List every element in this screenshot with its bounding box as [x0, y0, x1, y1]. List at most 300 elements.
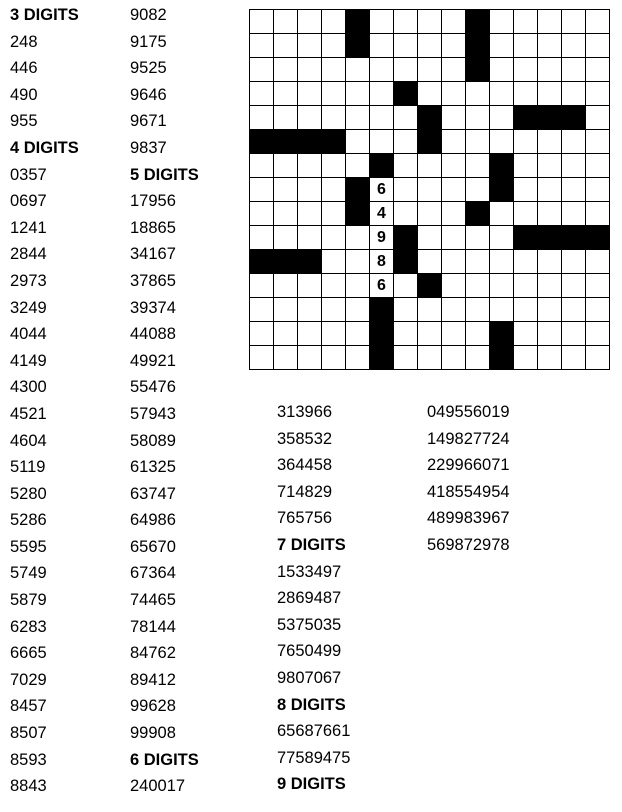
grid-cell[interactable]: [562, 274, 586, 298]
grid-cell[interactable]: [346, 82, 370, 106]
number-entry: 9671: [130, 112, 167, 131]
grid-cell[interactable]: [442, 274, 466, 298]
number-entry: 84762: [130, 644, 176, 663]
grid-cell[interactable]: [490, 274, 514, 298]
grid-cell[interactable]: [394, 34, 418, 58]
grid-cell[interactable]: [418, 82, 442, 106]
number-entry: 99908: [130, 724, 176, 743]
number-entry: 4300: [10, 378, 47, 397]
grid-cell[interactable]: [442, 178, 466, 202]
black-cell: [586, 226, 610, 250]
grid-cell[interactable]: [466, 82, 490, 106]
grid-cell[interactable]: [466, 226, 490, 250]
grid-cell[interactable]: [250, 178, 274, 202]
grid-cell[interactable]: [514, 10, 538, 34]
grid-cell[interactable]: [346, 58, 370, 82]
word-list-column-3: [277, 399, 350, 798]
black-cell: [466, 202, 490, 226]
grid-cell[interactable]: [322, 202, 346, 226]
grid-cell[interactable]: [562, 250, 586, 274]
black-cell: [394, 226, 418, 250]
grid-cell[interactable]: [586, 154, 610, 178]
grid-cell[interactable]: [298, 106, 322, 130]
grid-cell[interactable]: [418, 178, 442, 202]
filled-cell[interactable]: 6: [370, 274, 394, 298]
number-entry: 765756: [277, 509, 333, 528]
black-cell: [298, 130, 322, 154]
grid-cell[interactable]: [514, 82, 538, 106]
grid-cell[interactable]: [274, 346, 298, 370]
grid-cell[interactable]: [562, 322, 586, 346]
grid-cell[interactable]: [370, 58, 394, 82]
black-cell: [562, 226, 586, 250]
grid-cell[interactable]: [298, 298, 322, 322]
number-entry: 0697: [10, 192, 47, 211]
black-cell: [394, 82, 418, 106]
grid-cell[interactable]: [514, 250, 538, 274]
number-entry: 489983967: [427, 509, 510, 528]
grid-cell[interactable]: [394, 178, 418, 202]
black-cell: [538, 226, 562, 250]
grid-cell[interactable]: [418, 10, 442, 34]
number-entry: 99628: [130, 697, 176, 716]
grid-cell[interactable]: [466, 154, 490, 178]
grid-cell[interactable]: [250, 58, 274, 82]
grid-cell[interactable]: [346, 106, 370, 130]
grid-cell[interactable]: [442, 106, 466, 130]
grid-cell[interactable]: [322, 250, 346, 274]
grid-cell[interactable]: [346, 274, 370, 298]
number-entry: 49921: [130, 351, 176, 370]
grid-cell[interactable]: [274, 298, 298, 322]
grid-cell[interactable]: [394, 10, 418, 34]
number-entry: 9525: [130, 59, 167, 78]
grid-cell[interactable]: [538, 178, 562, 202]
number-entry: 9646: [130, 85, 167, 104]
grid-cell[interactable]: [250, 274, 274, 298]
grid-cell[interactable]: [514, 178, 538, 202]
grid-cell[interactable]: [562, 202, 586, 226]
grid-cell[interactable]: [514, 202, 538, 226]
grid-cell[interactable]: [274, 34, 298, 58]
grid-cell[interactable]: [322, 298, 346, 322]
grid-cell[interactable]: [538, 10, 562, 34]
grid-cell[interactable]: [442, 202, 466, 226]
number-entry: 8843: [10, 777, 47, 796]
grid-cell[interactable]: [538, 154, 562, 178]
number-entry: 2869487: [277, 589, 342, 608]
grid-cell[interactable]: [298, 58, 322, 82]
black-cell: [370, 322, 394, 346]
number-entry: 4149: [10, 351, 47, 370]
grid-cell[interactable]: [442, 58, 466, 82]
grid-cell[interactable]: [298, 226, 322, 250]
grid-cell[interactable]: [490, 202, 514, 226]
grid-cell[interactable]: [490, 10, 514, 34]
grid-cell[interactable]: [538, 130, 562, 154]
number-entry: 248: [10, 32, 38, 51]
grid-cell[interactable]: [418, 346, 442, 370]
grid-cell[interactable]: [274, 10, 298, 34]
grid-cell[interactable]: [322, 154, 346, 178]
word-list-column-4: [427, 399, 510, 559]
grid-cell[interactable]: [514, 58, 538, 82]
grid-cell[interactable]: [250, 154, 274, 178]
grid-cell[interactable]: [586, 82, 610, 106]
grid-cell[interactable]: [490, 226, 514, 250]
number-entry: 18865: [130, 218, 176, 237]
black-cell: [298, 250, 322, 274]
grid-cell[interactable]: [586, 106, 610, 130]
grid-cell[interactable]: [346, 298, 370, 322]
grid-cell[interactable]: [250, 226, 274, 250]
grid-cell[interactable]: [370, 130, 394, 154]
black-cell: [490, 154, 514, 178]
grid-cell[interactable]: [346, 130, 370, 154]
grid-cell[interactable]: [418, 250, 442, 274]
grid-cell[interactable]: [442, 298, 466, 322]
number-entry: 37865: [130, 271, 176, 290]
grid-cell[interactable]: [466, 274, 490, 298]
grid-cell[interactable]: [322, 34, 346, 58]
grid-cell[interactable]: [538, 274, 562, 298]
number-entry: 418554954: [427, 482, 510, 501]
number-entry: 240017: [130, 777, 186, 796]
grid-cell[interactable]: [562, 58, 586, 82]
grid-cell[interactable]: [394, 106, 418, 130]
number-entry: 490: [10, 85, 38, 104]
number-entry: 5375035: [277, 615, 342, 634]
number-entry: 9175: [130, 32, 167, 51]
grid-cell[interactable]: [514, 274, 538, 298]
grid-cell[interactable]: [586, 322, 610, 346]
grid-cell[interactable]: [346, 250, 370, 274]
number-entry: 65687661: [277, 722, 351, 741]
grid-cell[interactable]: [514, 130, 538, 154]
grid-cell[interactable]: [394, 322, 418, 346]
black-cell: [274, 250, 298, 274]
grid-cell[interactable]: [346, 346, 370, 370]
black-cell: [514, 106, 538, 130]
grid-cell[interactable]: [514, 34, 538, 58]
black-cell: [250, 250, 274, 274]
grid-cell[interactable]: [466, 298, 490, 322]
grid-cell[interactable]: [418, 298, 442, 322]
number-entry: 17956: [130, 192, 176, 211]
grid-cell[interactable]: [250, 298, 274, 322]
grid-cell[interactable]: [538, 34, 562, 58]
black-cell: [466, 58, 490, 82]
grid-cell[interactable]: [274, 106, 298, 130]
grid-cell[interactable]: [370, 106, 394, 130]
grid-cell[interactable]: [490, 58, 514, 82]
grid-cell[interactable]: [322, 82, 346, 106]
number-entry: 7650499: [277, 642, 342, 661]
grid-cell[interactable]: [514, 154, 538, 178]
grid-cell[interactable]: [274, 178, 298, 202]
black-cell: [418, 130, 442, 154]
puzzle-grid: [249, 9, 610, 370]
number-entry: 61325: [130, 458, 176, 477]
number-entry: 955: [10, 112, 38, 131]
grid-cell[interactable]: [322, 226, 346, 250]
number-entry: 149827724: [427, 429, 510, 448]
number-entry: 5749: [10, 564, 47, 583]
grid-cell[interactable]: [514, 298, 538, 322]
grid-cell[interactable]: [538, 202, 562, 226]
number-entry: 63747: [130, 484, 176, 503]
word-list-column-2: [130, 2, 199, 800]
grid-cell[interactable]: [322, 178, 346, 202]
number-entry: 65670: [130, 537, 176, 556]
grid-cell[interactable]: [586, 274, 610, 298]
black-cell: [538, 106, 562, 130]
grid-cell[interactable]: [466, 346, 490, 370]
black-cell: [466, 34, 490, 58]
grid-cell[interactable]: [274, 154, 298, 178]
number-entry: 2844: [10, 245, 47, 264]
grid-cell[interactable]: [538, 58, 562, 82]
grid-cell[interactable]: [418, 202, 442, 226]
grid-cell[interactable]: [442, 322, 466, 346]
grid-cell[interactable]: [274, 226, 298, 250]
grid-cell[interactable]: [250, 322, 274, 346]
length-header: 8 DIGITS: [277, 695, 346, 714]
number-entry: 77589475: [277, 748, 351, 767]
grid-cell[interactable]: [298, 82, 322, 106]
grid-cell[interactable]: [466, 322, 490, 346]
grid-cell[interactable]: [322, 58, 346, 82]
black-cell: [322, 130, 346, 154]
grid-cell[interactable]: [490, 34, 514, 58]
number-entry: 5595: [10, 537, 47, 556]
number-entry: 58089: [130, 431, 176, 450]
number-entry: 049556019: [427, 403, 510, 421]
grid-cell[interactable]: [394, 298, 418, 322]
number-entry: 714829: [277, 482, 333, 501]
grid-cell[interactable]: [418, 322, 442, 346]
black-cell: [346, 178, 370, 202]
grid-cell[interactable]: [586, 178, 610, 202]
length-header: 6 DIGITS: [130, 750, 199, 769]
grid-cell[interactable]: [298, 178, 322, 202]
black-cell: [490, 346, 514, 370]
number-entry: 4044: [10, 325, 47, 344]
number-entry: 0357: [10, 165, 47, 184]
grid-cell[interactable]: [418, 226, 442, 250]
grid-cell[interactable]: [586, 34, 610, 58]
grid-cell[interactable]: [586, 346, 610, 370]
grid-cell[interactable]: [562, 82, 586, 106]
grid-cell[interactable]: [586, 298, 610, 322]
grid-cell[interactable]: [250, 82, 274, 106]
black-cell: [274, 130, 298, 154]
grid-cell[interactable]: [490, 106, 514, 130]
grid-cell[interactable]: [586, 202, 610, 226]
number-entry: 39374: [130, 298, 176, 317]
grid-cell[interactable]: [442, 130, 466, 154]
black-cell: [394, 250, 418, 274]
grid-cell[interactable]: [274, 202, 298, 226]
grid-cell[interactable]: [346, 154, 370, 178]
filled-cell[interactable]: 4: [370, 202, 394, 226]
grid-cell[interactable]: [466, 130, 490, 154]
grid-cell[interactable]: [298, 154, 322, 178]
grid-cell[interactable]: [250, 34, 274, 58]
grid-cell[interactable]: [466, 178, 490, 202]
grid-cell[interactable]: [298, 322, 322, 346]
number-entry: 1241: [10, 218, 47, 237]
grid-cell[interactable]: [250, 106, 274, 130]
grid-cell[interactable]: [298, 34, 322, 58]
grid-cell[interactable]: [442, 250, 466, 274]
grid-cell[interactable]: [562, 34, 586, 58]
grid-cell[interactable]: [466, 106, 490, 130]
black-cell: [250, 130, 274, 154]
grid-cell[interactable]: [586, 58, 610, 82]
length-header: 7 DIGITS: [277, 535, 346, 554]
grid-cell[interactable]: [538, 322, 562, 346]
grid-cell[interactable]: [274, 274, 298, 298]
grid-cell[interactable]: [298, 202, 322, 226]
length-header: 9 DIGITS: [277, 775, 346, 794]
number-entry: 6283: [10, 617, 47, 636]
grid-cell[interactable]: [490, 130, 514, 154]
grid-cell[interactable]: [514, 322, 538, 346]
grid-cell[interactable]: [586, 250, 610, 274]
number-entry: 5286: [10, 511, 47, 530]
grid-cell[interactable]: [442, 82, 466, 106]
black-cell: [346, 34, 370, 58]
grid-cell[interactable]: [322, 106, 346, 130]
number-entry: 5119: [10, 458, 46, 477]
black-cell: [370, 154, 394, 178]
grid-cell[interactable]: [250, 10, 274, 34]
number-entry: 4604: [10, 431, 47, 450]
grid-cell[interactable]: [298, 346, 322, 370]
number-entry: 6665: [10, 644, 47, 663]
grid-cell[interactable]: [562, 298, 586, 322]
grid-cell[interactable]: [346, 322, 370, 346]
grid-cell[interactable]: [418, 34, 442, 58]
number-entry: 3249: [10, 298, 47, 317]
grid-cell[interactable]: [346, 226, 370, 250]
grid-cell[interactable]: [562, 154, 586, 178]
black-cell: [370, 298, 394, 322]
number-entry: 446: [10, 59, 38, 78]
number-entry: 5879: [10, 591, 47, 610]
grid-cell[interactable]: [322, 274, 346, 298]
grid-cell[interactable]: [274, 322, 298, 346]
black-cell: [346, 202, 370, 226]
number-entry: 5280: [10, 484, 47, 503]
grid-cell[interactable]: [490, 82, 514, 106]
grid-cell[interactable]: [442, 226, 466, 250]
filled-cell[interactable]: 6: [370, 178, 394, 202]
number-entry: 55476: [130, 378, 176, 397]
filled-cell[interactable]: 9: [370, 226, 394, 250]
number-entry: 64986: [130, 511, 176, 530]
grid-cell[interactable]: [514, 346, 538, 370]
grid-cell[interactable]: [322, 346, 346, 370]
black-cell: [562, 106, 586, 130]
grid-cell[interactable]: [394, 274, 418, 298]
black-cell: [514, 226, 538, 250]
grid-cell[interactable]: [394, 346, 418, 370]
grid-cell[interactable]: [298, 10, 322, 34]
grid-cell[interactable]: [466, 250, 490, 274]
grid-cell[interactable]: [538, 346, 562, 370]
word-list-column-1: [10, 2, 79, 800]
grid-cell[interactable]: [490, 250, 514, 274]
number-entry: 7029: [10, 670, 47, 689]
grid-cell[interactable]: [370, 82, 394, 106]
grid-cell[interactable]: [394, 154, 418, 178]
number-entry: 8507: [10, 724, 47, 743]
grid-cell[interactable]: [562, 10, 586, 34]
number-entry: 8457: [10, 697, 47, 716]
number-entry: 358532: [277, 429, 333, 448]
number-entry: 78144: [130, 617, 176, 636]
grid-cell[interactable]: [538, 298, 562, 322]
grid-cell[interactable]: [538, 250, 562, 274]
number-entry: 313966: [277, 403, 333, 421]
number-entry: 9807067: [277, 668, 342, 687]
number-entry: 67364: [130, 564, 176, 583]
number-entry: 4521: [10, 404, 47, 423]
number-entry: 74465: [130, 591, 176, 610]
grid-cell[interactable]: [418, 154, 442, 178]
grid-cell[interactable]: [394, 202, 418, 226]
grid-cell[interactable]: [250, 346, 274, 370]
number-entry: 229966071: [427, 456, 510, 475]
number-entry: 89412: [130, 670, 176, 689]
grid-cell[interactable]: [322, 322, 346, 346]
grid-cell[interactable]: [394, 58, 418, 82]
grid-cell[interactable]: [274, 58, 298, 82]
grid-cell[interactable]: [442, 34, 466, 58]
grid-cell[interactable]: [442, 10, 466, 34]
grid-cell[interactable]: [586, 130, 610, 154]
grid-cell[interactable]: [562, 130, 586, 154]
grid-cell[interactable]: [490, 298, 514, 322]
length-header: 3 DIGITS: [10, 6, 79, 24]
grid-cell[interactable]: [298, 274, 322, 298]
grid-cell[interactable]: [250, 202, 274, 226]
grid-cell[interactable]: [562, 178, 586, 202]
number-entry: 364458: [277, 456, 333, 475]
grid-cell[interactable]: [442, 154, 466, 178]
number-entry: 2973: [10, 271, 47, 290]
black-cell: [490, 178, 514, 202]
grid-cell[interactable]: [586, 10, 610, 34]
grid-cell[interactable]: [538, 82, 562, 106]
number-entry: 569872978: [427, 535, 510, 554]
black-cell: [466, 10, 490, 34]
grid-cell[interactable]: [418, 58, 442, 82]
grid-cell[interactable]: [394, 130, 418, 154]
filled-cell[interactable]: 8: [370, 250, 394, 274]
grid-cell[interactable]: [370, 34, 394, 58]
grid-cell[interactable]: [370, 10, 394, 34]
grid-cell[interactable]: [274, 82, 298, 106]
length-header: 5 DIGITS: [130, 165, 199, 184]
grid-cell[interactable]: [442, 346, 466, 370]
number-entry: 8593: [10, 750, 47, 769]
grid-cell[interactable]: [322, 10, 346, 34]
grid-cell[interactable]: [562, 346, 586, 370]
black-cell: [418, 274, 442, 298]
